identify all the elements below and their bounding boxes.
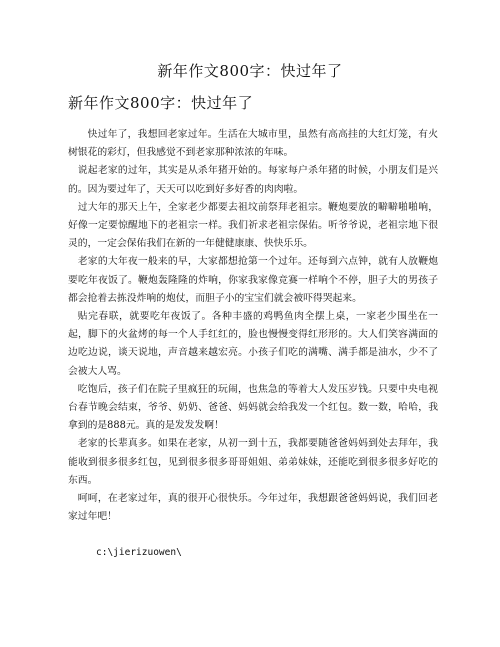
essay-body bbox=[68, 126, 438, 526]
paragraph-6: 吃饱后，孩子们在院子里疯狂的玩闹，也焦急的等着大人发压岁钱。只要中央电视台春节晚会结束，爷爷、奶奶、爸爸、妈妈就会给我发一个红包。数一数，哈哈，我拿到的是888元。真的是发发发啊！ bbox=[68, 383, 438, 432]
paragraph-4: 老家的大年夜一般来的早，大家都想抢第一个过年。还每到六点钟，就有人放鞭炮要吃年夜饭了。鞭炮轰隆隆的炸响，你家我家像竞赛一样响个不停，胆子大的男孩子都会抢着去拣没炸响的炮仗，而胆子小的宝宝们就会被吓得哭起来。 bbox=[68, 256, 438, 304]
paragraph-8: 呵呵，在老家过年，真的很开心很快乐。今年过年，我想跟爸爸妈妈说，我们回老家过年吧！ bbox=[68, 493, 438, 523]
paragraph-5: 贴完春联，就要吃年夜饭了。各种丰盛的鸡鸭鱼肉全摆上桌，一家老少围坐在一起，脚下的火盆烤的每一个人手红红的，脸也慢慢变得红形形的。大人们笑容满面的边吃边说，谈天说地，声音越来越宏亮。小孩子们吃的满嘴、满手都是油水，少不了会被大人骂。 bbox=[68, 311, 438, 377]
paragraph-7: 老家的长辈真多。如果在老家，从初一到十五，我都要随爸爸妈妈到处去拜年，我能收到很多很多红包，见到很多很多哥哥姐姐、弟弟妹妹，还能吃到很多很多好吃的东西。 bbox=[68, 438, 438, 486]
paragraph-1: 快过年了，我想回老家过年。生活在大城市里，虽然有高高挂的大红灯笼，有火树银花的彩灯，但我感觉不到老家那种浓浓的年味。 bbox=[68, 129, 438, 159]
page-title-centered: 新年作文800字：快过年了 bbox=[157, 62, 343, 80]
page-title-left: 新年作文800字：快过年了 bbox=[68, 94, 254, 112]
paragraph-2: 说起老家的过年，其实是从杀年猪开始的。每家每户杀年猪的时候，小朋友们是兴的。因为要过年了，天天可以吃到好多好香的肉肉啦。 bbox=[68, 165, 438, 195]
paragraph-3: 过大年的那天上午，全家老少都要去祖坟前祭拜老祖宗。鞭炮要放的噼噼啪啪响，好像一定要惊醒地下的老祖宗一样。我们祈求老祖宗保佑。听爷爷说，老祖宗地下很灵的，一定会保佑我们在新的一年健健康康、快快乐乐。 bbox=[68, 201, 438, 250]
footer-file-path: c:\jierizuowen\ bbox=[96, 547, 182, 558]
